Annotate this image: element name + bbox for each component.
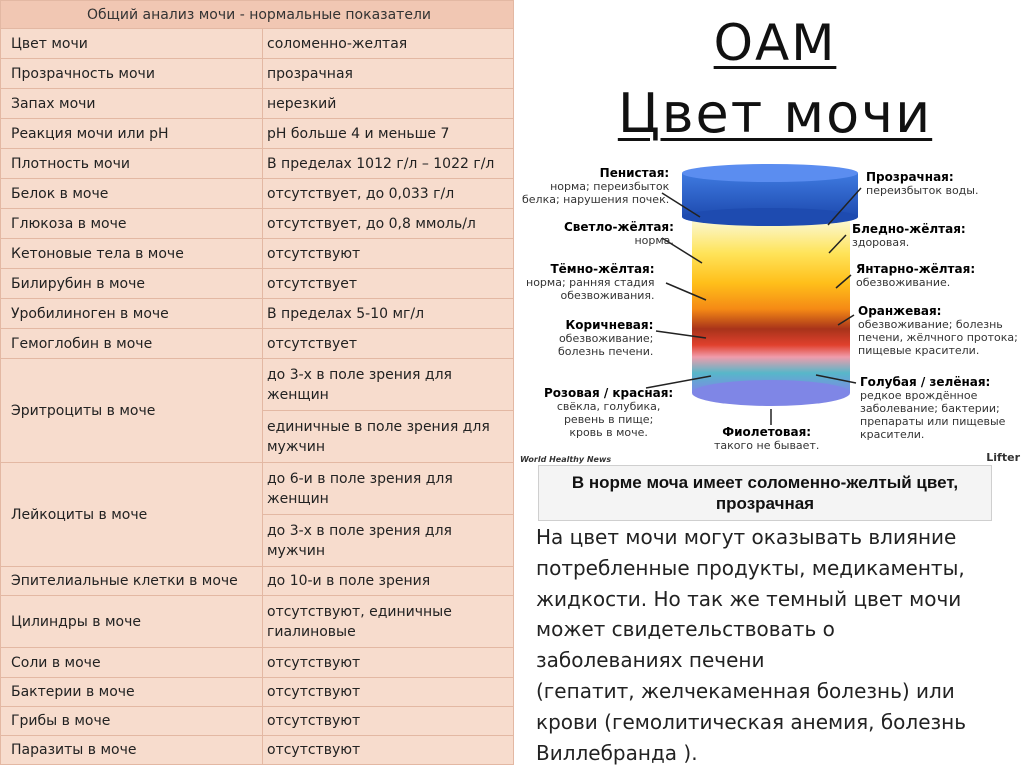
param-value: В пределах 5-10 мг/л	[263, 299, 514, 329]
param-name: Прозрачность мочи	[1, 59, 263, 89]
param-name: Соли в моче	[1, 648, 263, 678]
param-name: Паразиты в моче	[1, 736, 263, 765]
explanation-line: На цвет мочи могут оказывать влияние	[536, 525, 957, 549]
explanation-line: крови (гемолитическая анемия, болезнь	[536, 709, 966, 734]
table-row	[1, 359, 514, 411]
param-name: Плотность мочи	[1, 149, 263, 179]
label-pale-yellow: Бледно-жёлтая: здоровая.	[852, 222, 966, 249]
table-row	[1, 648, 514, 678]
explanation-line: заболеваниях печени	[536, 648, 765, 673]
table-row	[1, 119, 514, 149]
param-name: Цвет мочи	[1, 29, 263, 59]
param-value-women: до 3-х в поле зрения для женщин	[263, 359, 514, 411]
table-header-row	[1, 1, 514, 29]
param-name: Цилиндры в моче	[1, 596, 263, 648]
param-value: отсутствуют, единичные гиалиновые	[263, 596, 514, 648]
param-name: Гемоглобин в моче	[1, 329, 263, 359]
table-row	[1, 567, 514, 596]
explanation-line: Виллебранда ).	[536, 740, 698, 765]
param-name: Грибы в моче	[1, 707, 263, 736]
param-value: прозрачная	[263, 59, 514, 89]
table-row	[1, 89, 514, 119]
slide-title: ОАМ	[713, 14, 837, 72]
label-blue-green: Голубая / зелёная: редкое врождённое заболевание; бактерии; препараты или пищевые красители.	[860, 375, 1006, 441]
param-value: отсутствуют	[263, 239, 514, 269]
table-row	[1, 596, 514, 648]
table-header: Общий анализ мочи - нормальные показатели	[1, 1, 514, 29]
param-value: отсутствуют	[263, 678, 514, 707]
param-name: Кетоновые тела в моче	[1, 239, 263, 269]
param-value: отсутствует, до 0,033 г/л	[263, 179, 514, 209]
param-value: pH больше 4 и меньше 7	[263, 119, 514, 149]
explanation-line: может свидетельствовать о	[536, 617, 835, 642]
table-row	[1, 239, 514, 269]
param-name: Эпителиальные клетки в моче	[1, 567, 263, 596]
table-row	[1, 209, 514, 239]
param-value: отсутствуют	[263, 736, 514, 765]
table-row	[1, 707, 514, 736]
table-row	[1, 463, 514, 515]
param-value: отсутствует	[263, 329, 514, 359]
param-value: отсутствуют	[263, 648, 514, 678]
table-row	[1, 299, 514, 329]
source-credit-right: Lifter	[986, 451, 1020, 464]
table-row	[1, 179, 514, 209]
param-name: Билирубин в моче	[1, 269, 263, 299]
explanation-text	[536, 522, 1006, 768]
source-credit-left: World Healthy News	[520, 455, 612, 464]
urine-color-infographic	[516, 163, 1024, 465]
param-value-men: до 3-х в поле зрения для мужчин	[263, 515, 514, 567]
slide-subtitle: Цвет мочи	[617, 82, 933, 145]
param-value: отсутствуют	[263, 707, 514, 736]
label-foamy: Пенистая: норма; переизбыток белка; нарушения почек.	[522, 166, 670, 206]
param-name: Лейкоциты в моче	[1, 463, 263, 567]
param-name: Глюкоза в моче	[1, 209, 263, 239]
param-name: Бактерии в моче	[1, 678, 263, 707]
label-transparent: Прозрачная: переизбыток воды.	[866, 170, 979, 197]
explanation-line: жидкости. Но так же темный цвет мочи	[536, 586, 962, 611]
table-row	[1, 149, 514, 179]
param-name: Запах мочи	[1, 89, 263, 119]
param-name: Уробилиноген в моче	[1, 299, 263, 329]
explanation-line: потребленные продукты, медикаменты,	[536, 555, 965, 580]
param-value: отсутствует	[263, 269, 514, 299]
explanation-line: (гепатит, желчекаменная болезнь) или	[536, 678, 955, 703]
label-orange: Оранжевая: обезвоживание; болезнь печени, жёлчного протока; пищевые красители.	[858, 304, 1018, 357]
param-value: нерезкий	[263, 89, 514, 119]
label-amber: Янтарно-жёлтая: обезвоживание.	[856, 262, 976, 289]
param-name: Реакция мочи или pH	[1, 119, 263, 149]
table-row	[1, 59, 514, 89]
param-value: соломенно-желтая	[263, 29, 514, 59]
label-dark-yellow: Тёмно-жёлтая: норма; ранняя стадия обезвоживания.	[526, 262, 655, 302]
label-light-yellow: Светло-жёлтая: норма.	[564, 220, 674, 247]
param-value: до 10-и в поле зрения	[263, 567, 514, 596]
label-violet: Фиолетовая: такого не бывает.	[714, 425, 820, 452]
label-brown: Коричневая: обезвоживание; болезнь печени.	[558, 318, 654, 358]
param-name: Эритроциты в моче	[1, 359, 263, 463]
table-row	[1, 329, 514, 359]
table-row	[1, 678, 514, 707]
cylinder-cap-top	[682, 164, 858, 182]
param-name: Белок в моче	[1, 179, 263, 209]
param-value-men: единичные в поле зрения для мужчин	[263, 411, 514, 463]
cylinder-cap-rim	[682, 208, 858, 226]
table-row	[1, 29, 514, 59]
cylinder-bottom	[692, 380, 850, 406]
norm-table	[0, 0, 514, 765]
label-pink-red: Розовая / красная: свёкла, голубика, ревень в пище; кровь в моче.	[544, 386, 674, 439]
table-row	[1, 269, 514, 299]
table-row	[1, 736, 514, 765]
param-value: В пределах 1012 г/л – 1022 г/л	[263, 149, 514, 179]
norm-note-box: В норме моча имеет соломенно-желтый цвет, прозрачная	[538, 465, 992, 521]
param-value-women: до 6-и в поле зрения для женщин	[263, 463, 514, 515]
param-value: отсутствует, до 0,8 ммоль/л	[263, 209, 514, 239]
